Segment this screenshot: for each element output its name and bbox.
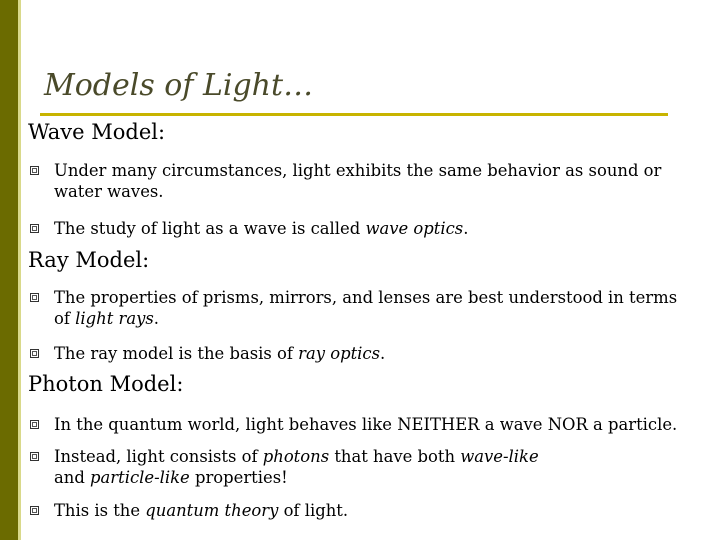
- square-bullet-icon: [30, 166, 39, 175]
- bullet-item-ray-2: [30, 343, 712, 364]
- bullet-item-photon-1: [30, 414, 712, 435]
- bullet-text: The study of light as a wave is called wave optics.: [54, 219, 469, 238]
- bullet-text: This is the quantum theory of light.: [54, 501, 349, 520]
- square-bullet-icon: [30, 420, 39, 429]
- square-bullet-icon: [30, 452, 39, 461]
- bullet-item-ray-1: [30, 287, 712, 329]
- section-heading-photon-model: Photon Model:: [28, 372, 184, 396]
- bullet-item-wave-1: [30, 160, 712, 202]
- section-heading-ray-model: Ray Model:: [28, 248, 150, 272]
- title-underline: [40, 113, 668, 116]
- bullet-text: Under many circumstances, light exhibits the same behavior as sound or water waves.: [54, 161, 662, 201]
- bullet-item-photon-3: [30, 500, 712, 521]
- left-accent-stripe: [18, 0, 21, 540]
- square-bullet-icon: [30, 224, 39, 233]
- bullet-text: Instead, light consists of photons that have both wave-like and particle-like properties!: [54, 447, 539, 487]
- left-accent-band: [0, 0, 18, 540]
- square-bullet-icon: [30, 506, 39, 515]
- bullet-item-wave-2: [30, 218, 712, 239]
- square-bullet-icon: [30, 349, 39, 358]
- square-bullet-icon: [30, 293, 39, 302]
- section-heading-wave-model: Wave Model:: [28, 120, 166, 144]
- bullet-item-photon-2: [30, 446, 712, 488]
- slide-title: Models of Light…: [44, 68, 314, 103]
- bullet-text: In the quantum world, light behaves like NEITHER a wave NOR a particle.: [54, 415, 678, 434]
- bullet-text: The properties of prisms, mirrors, and lenses are best understood in terms of light rays.: [54, 288, 678, 328]
- bullet-text: The ray model is the basis of ray optics.: [54, 344, 386, 363]
